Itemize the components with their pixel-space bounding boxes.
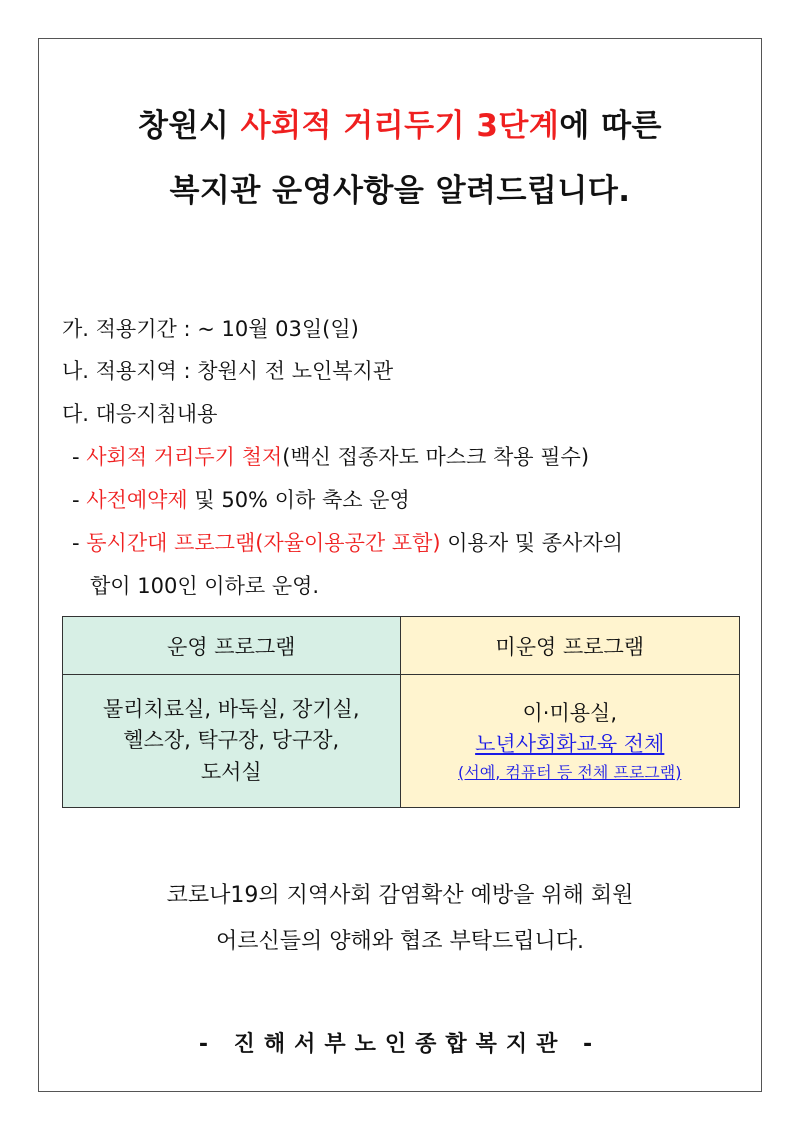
item-period: 가. 적용기간 : ~ 10월 03일(일)	[62, 317, 359, 341]
program-table-header-row	[63, 617, 740, 675]
bullet-capacity-continued: 합이 100인 이하로 운영.	[90, 574, 320, 598]
title-prefix: 창원시	[138, 108, 241, 144]
operating-programs-header: 운영 프로그램	[63, 617, 401, 675]
bullet-distancing	[72, 441, 589, 471]
bullet-reservation-highlight: 사전예약제	[86, 488, 188, 512]
non-operating-education-programs: 노년사회화교육 전체	[475, 732, 665, 756]
bullet-capacity-rest: 이용자 및 종사자의	[440, 531, 623, 555]
closing-line-2: 어르신들의 양해와 협조 부탁드립니다.	[215, 929, 584, 954]
bullet-distancing-highlight: 사회적 거리두기 철저	[86, 445, 283, 469]
bullet-reservation-rest: 및 50% 이하 축소 운영	[187, 488, 410, 512]
title-suffix: 에 따른	[559, 108, 662, 144]
operating-program-line: 도서실	[200, 759, 262, 784]
closing-line-1: 코로나19의 지역사회 감염확산 예방을 위해 회원	[166, 883, 634, 908]
program-table-body-row	[63, 675, 740, 808]
organization-signature: - 진해서부노인종합복지관 -	[198, 1032, 602, 1057]
bullet-dash: -	[72, 531, 87, 555]
item-guidelines: 다. 대응지침내용	[62, 402, 218, 426]
bullet-capacity	[72, 527, 623, 557]
title-line-2: 복지관 운영사항을 알려드립니다.	[169, 173, 631, 209]
item-region: 나. 적용지역 : 창원시 전 노인복지관	[62, 359, 394, 383]
title-line-1	[38, 100, 762, 145]
non-operating-education-detail: (서예, 컴퓨터 등 전체 프로그램)	[458, 762, 682, 782]
program-table	[62, 616, 740, 808]
bullet-dash: -	[72, 445, 87, 469]
operating-program-line: 물리치료실, 바둑실, 장기실,	[102, 696, 360, 721]
non-operating-programs-cell	[400, 675, 740, 808]
operating-program-line: 헬스장, 탁구장, 당구장,	[123, 728, 340, 753]
bullet-distancing-rest: (백신 접종자도 마스크 착용 필수)	[282, 445, 590, 469]
bullet-dash: -	[72, 488, 87, 512]
title-highlight: 사회적 거리두기 3단계	[240, 108, 560, 144]
bullet-reservation	[72, 484, 410, 514]
non-operating-program-line: 이·미용실,	[522, 700, 617, 725]
non-operating-programs-header: 미운영 프로그램	[400, 617, 740, 675]
bullet-capacity-highlight: 동시간대 프로그램(자율이용공간 포함)	[86, 531, 441, 555]
operating-programs-cell	[63, 675, 401, 808]
